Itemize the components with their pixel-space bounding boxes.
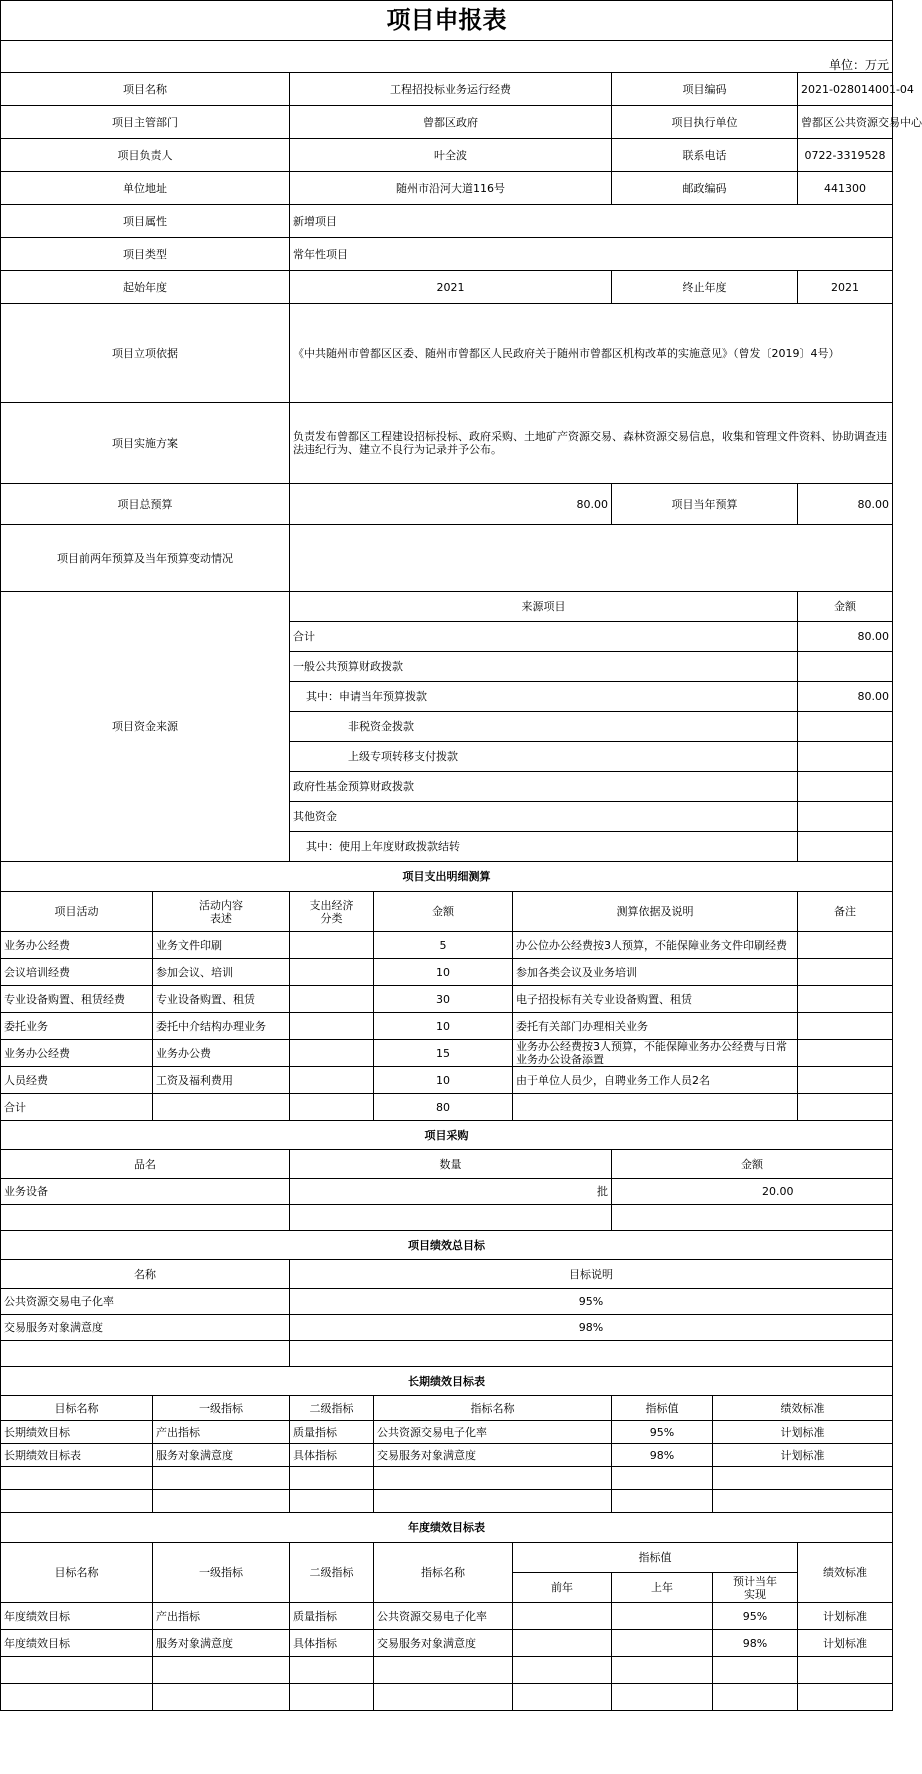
expense-amount: 80 (374, 1094, 513, 1121)
expense-amount: 15 (374, 1040, 513, 1067)
annual-subheader: 上年 (612, 1573, 713, 1603)
annual-std: 计划标准 (798, 1603, 893, 1630)
start-year-label: 起始年度 (1, 271, 290, 304)
expense-note (798, 932, 893, 959)
funding-row-name: 其中：申请当年预算拨款 (290, 682, 798, 712)
project-code-label: 项目编码 (612, 73, 798, 106)
expense-class (290, 1067, 374, 1094)
annual-name: 公共资源交易电子化率 (374, 1603, 513, 1630)
perf-total-desc (290, 1341, 893, 1367)
long-term-l2 (290, 1467, 374, 1490)
long-term-name (374, 1467, 612, 1490)
expense-section-title: 项目支出明细测算 (1, 862, 893, 892)
annual-name: 交易服务对象满意度 (374, 1630, 513, 1657)
expense-amount: 10 (374, 1013, 513, 1040)
basis-label: 项目立项依据 (1, 304, 290, 403)
annual-l1: 服务对象满意度 (153, 1630, 290, 1657)
table-row (1, 932, 893, 959)
expense-class (290, 932, 374, 959)
expense-note (798, 986, 893, 1013)
long-term-std: 计划标准 (713, 1444, 893, 1467)
expense-header: 支出经济 分类 (290, 892, 374, 932)
long-term-header: 目标名称 (1, 1396, 153, 1421)
long-term-header: 指标名称 (374, 1396, 612, 1421)
annual-section-title: 年度绩效目标表 (1, 1513, 893, 1543)
table-row (1, 1421, 893, 1444)
annual-header: 指标名称 (374, 1543, 513, 1603)
expense-header: 金额 (374, 892, 513, 932)
annual-name (374, 1657, 513, 1684)
expense-class (290, 986, 374, 1013)
address-label: 单位地址 (1, 172, 290, 205)
expense-basis: 委托有关部门办理相关业务 (513, 1013, 798, 1040)
perf-total-desc: 98% (290, 1315, 893, 1341)
budget-change-value (290, 525, 893, 592)
expense-content: 工资及福利费用 (153, 1067, 290, 1094)
annual-name (374, 1684, 513, 1711)
expense-note (798, 1013, 893, 1040)
annual-prev1 (612, 1630, 713, 1657)
year-budget-label: 项目当年预算 (612, 484, 798, 525)
expense-note (798, 1067, 893, 1094)
annual-l2: 质量指标 (290, 1603, 374, 1630)
long-term-name: 交易服务对象满意度 (374, 1444, 612, 1467)
leader-value: 叶全波 (290, 139, 612, 172)
annual-std (798, 1657, 893, 1684)
unit-label: 单位：万元 (1, 41, 893, 73)
purchase-header: 金额 (612, 1150, 893, 1179)
annual-header: 目标名称 (1, 1543, 153, 1603)
purchase-qty: 批 (290, 1179, 612, 1205)
expense-amount: 30 (374, 986, 513, 1013)
table-row (1, 1603, 893, 1630)
annual-prev1 (612, 1684, 713, 1711)
expense-activity: 专业设备购置、租赁经费 (1, 986, 153, 1013)
long-term-name (374, 1490, 612, 1513)
funding-row-amount (798, 652, 893, 682)
long-term-goal: 长期绩效目标表 (1, 1444, 153, 1467)
expense-amount: 5 (374, 932, 513, 959)
total-budget-label: 项目总预算 (1, 484, 290, 525)
expense-basis: 参加各类会议及业务培训 (513, 959, 798, 986)
zip-label: 邮政编码 (612, 172, 798, 205)
total-budget-value: 80.00 (290, 484, 612, 525)
annual-prev2 (513, 1603, 612, 1630)
expense-basis (513, 1094, 798, 1121)
exec-unit-value: 曾都区公共资源交易中心 (798, 106, 893, 139)
table-row (1, 986, 893, 1013)
funding-row-name: 政府性基金预算财政拨款 (290, 772, 798, 802)
annual-l1 (153, 1684, 290, 1711)
page-title: 项目申报表 (1, 1, 893, 41)
expense-note (798, 1094, 893, 1121)
table-row (1, 1179, 893, 1205)
annual-prev1 (612, 1657, 713, 1684)
annual-goal (1, 1657, 153, 1684)
funding-source-header: 来源项目 (290, 592, 798, 622)
expense-basis: 业务办公经费按3人预算，不能保障业务办公经费与日常业务办公设备添置 (513, 1040, 798, 1067)
annual-l2 (290, 1684, 374, 1711)
purchase-rows (1, 1179, 893, 1231)
expense-content: 委托中介结构办理业务 (153, 1013, 290, 1040)
perf-total-section-title: 项目绩效总目标 (1, 1231, 893, 1260)
purchase-header: 品名 (1, 1150, 290, 1179)
expense-header: 测算依据及说明 (513, 892, 798, 932)
annual-l2 (290, 1657, 374, 1684)
long-term-header: 指标值 (612, 1396, 713, 1421)
annual-std: 计划标准 (798, 1630, 893, 1657)
annual-subheader: 预计当年 实现 (713, 1573, 798, 1603)
funding-label: 项目资金来源 (1, 592, 290, 862)
funding-row-amount (798, 832, 893, 862)
funding-row-name: 其他资金 (290, 802, 798, 832)
perf-total-desc: 95% (290, 1289, 893, 1315)
annual-goal (1, 1684, 153, 1711)
long-term-l1: 服务对象满意度 (153, 1444, 290, 1467)
expense-header: 项目活动 (1, 892, 153, 932)
funding-row-amount: 80.00 (798, 682, 893, 712)
long-term-value: 95% (612, 1421, 713, 1444)
expense-basis: 电子招投标有关专业设备购置、租赁 (513, 986, 798, 1013)
expense-content: 参加会议、培训 (153, 959, 290, 986)
dept-value: 曾都区政府 (290, 106, 612, 139)
long-term-header: 二级指标 (290, 1396, 374, 1421)
annual-l2: 具体指标 (290, 1630, 374, 1657)
table-row (1, 959, 893, 986)
long-term-l1 (153, 1490, 290, 1513)
basis-value: 《中共随州市曾都区区委、随州市曾都区人民政府关于随州市曾都区机构改革的实施意见》（曾发〔2019〕4号） (290, 304, 893, 403)
project-name-label: 项目名称 (1, 73, 290, 106)
funding-row-name: 一般公共预算财政拨款 (290, 652, 798, 682)
long-term-l2: 具体指标 (290, 1444, 374, 1467)
expense-class (290, 1094, 374, 1121)
plan-label: 项目实施方案 (1, 403, 290, 484)
perf-total-name: 交易服务对象满意度 (1, 1315, 290, 1341)
expense-class (290, 959, 374, 986)
expense-activity: 人员经费 (1, 1067, 153, 1094)
table-row (1, 1467, 893, 1490)
budget-change-label: 项目前两年预算及当年预算变动情况 (1, 525, 290, 592)
annual-rows (1, 1603, 893, 1711)
purchase-qty (290, 1205, 612, 1231)
leader-label: 项目负责人 (1, 139, 290, 172)
purchase-header: 数量 (290, 1150, 612, 1179)
expense-header: 备注 (798, 892, 893, 932)
attr-value: 新增项目 (290, 205, 893, 238)
annual-header: 一级指标 (153, 1543, 290, 1603)
expense-class (290, 1040, 374, 1067)
table-row (1, 1094, 893, 1121)
long-term-header: 绩效标准 (713, 1396, 893, 1421)
end-year-value: 2021 (798, 271, 893, 304)
annual-goal: 年度绩效目标 (1, 1603, 153, 1630)
expense-activity: 业务办公经费 (1, 1040, 153, 1067)
funding-row-amount (798, 712, 893, 742)
table-row (1, 1444, 893, 1467)
long-term-section-title: 长期绩效目标表 (1, 1367, 893, 1396)
annual-l1 (153, 1657, 290, 1684)
table-row (1, 1684, 893, 1711)
annual-prev2 (513, 1630, 612, 1657)
long-term-std (713, 1467, 893, 1490)
purchase-section-title: 项目采购 (1, 1121, 893, 1150)
funding-row-name: 上级专项转移支付拨款 (290, 742, 798, 772)
annual-expect: 98% (713, 1630, 798, 1657)
type-label: 项目类型 (1, 238, 290, 271)
annual-prev1 (612, 1603, 713, 1630)
start-year-value: 2021 (290, 271, 612, 304)
expense-activity: 委托业务 (1, 1013, 153, 1040)
expense-activity: 业务办公经费 (1, 932, 153, 959)
annual-l1: 产出指标 (153, 1603, 290, 1630)
long-term-header: 一级指标 (153, 1396, 290, 1421)
expense-content: 业务文件印刷 (153, 932, 290, 959)
annual-std (798, 1684, 893, 1711)
purchase-name (1, 1205, 290, 1231)
funding-row-name: 合计 (290, 622, 798, 652)
table-row (1, 1630, 893, 1657)
type-value: 常年性项目 (290, 238, 893, 271)
long-term-name: 公共资源交易电子化率 (374, 1421, 612, 1444)
purchase-amount (612, 1205, 893, 1231)
table-row (1, 1013, 893, 1040)
long-term-goal: 长期绩效目标 (1, 1421, 153, 1444)
long-term-l2 (290, 1490, 374, 1513)
expense-basis: 由于单位人员少，自聘业务工作人员2名 (513, 1067, 798, 1094)
plan-value: 负责发布曾都区工程建设招标投标、政府采购、土地矿产资源交易、森林资源交易信息，收集和管理文件资料、协助调查违法违纪行为、建立不良行为记录并予公布。 (290, 403, 893, 484)
perf-total-name (1, 1341, 290, 1367)
purchase-amount: 20.00 (612, 1179, 893, 1205)
table-row (1, 1205, 893, 1231)
funding-row-amount: 80.00 (798, 622, 893, 652)
project-code-value: 2021-028014001-04 (798, 73, 893, 106)
expense-rows (1, 932, 893, 1121)
long-term-value: 98% (612, 1444, 713, 1467)
table-row (1, 1490, 893, 1513)
long-term-l1: 产出指标 (153, 1421, 290, 1444)
expense-note (798, 1040, 893, 1067)
funding-row-name: 非税资金拨款 (290, 712, 798, 742)
perf-total-header: 名称 (1, 1260, 290, 1289)
annual-expect (713, 1657, 798, 1684)
long-term-rows (1, 1421, 893, 1513)
annual-expect (713, 1684, 798, 1711)
zip-value: 441300 (798, 172, 893, 205)
annual-header: 绩效标准 (798, 1543, 893, 1603)
funding-row-amount (798, 742, 893, 772)
long-term-value (612, 1490, 713, 1513)
purchase-name: 业务设备 (1, 1179, 290, 1205)
table-row (1, 1657, 893, 1684)
expense-basis: 办公位办公经费按3人预算，不能保障业务文件印刷经费 (513, 932, 798, 959)
phone-value: 0722-3319528 (798, 139, 893, 172)
project-name-value: 工程招投标业务运行经费 (290, 73, 612, 106)
table-row (1, 1341, 893, 1367)
annual-header: 指标值 (513, 1543, 798, 1573)
annual-subheader: 前年 (513, 1573, 612, 1603)
perf-total-name: 公共资源交易电子化率 (1, 1289, 290, 1315)
long-term-l2: 质量指标 (290, 1421, 374, 1444)
phone-label: 联系电话 (612, 139, 798, 172)
perf-total-rows (1, 1289, 893, 1367)
table-row (1, 1315, 893, 1341)
expense-content (153, 1094, 290, 1121)
long-term-goal (1, 1490, 153, 1513)
expense-content: 业务办公费 (153, 1040, 290, 1067)
end-year-label: 终止年度 (612, 271, 798, 304)
expense-note (798, 959, 893, 986)
expense-class (290, 1013, 374, 1040)
expense-activity: 合计 (1, 1094, 153, 1121)
long-term-std: 计划标准 (713, 1421, 893, 1444)
annual-expect: 95% (713, 1603, 798, 1630)
table-row (1, 1289, 893, 1315)
expense-activity: 会议培训经费 (1, 959, 153, 986)
table-row (1, 1040, 893, 1067)
long-term-value (612, 1467, 713, 1490)
expense-amount: 10 (374, 1067, 513, 1094)
funding-row-amount (798, 772, 893, 802)
address-value: 随州市沿河大道116号 (290, 172, 612, 205)
annual-header: 二级指标 (290, 1543, 374, 1603)
funding-row-name: 其中：使用上年度财政拨款结转 (290, 832, 798, 862)
funding-amount-header: 金额 (798, 592, 893, 622)
funding-row-amount (798, 802, 893, 832)
annual-prev2 (513, 1657, 612, 1684)
table-row (1, 1067, 893, 1094)
exec-unit-label: 项目执行单位 (612, 106, 798, 139)
dept-label: 项目主管部门 (1, 106, 290, 139)
long-term-l1 (153, 1467, 290, 1490)
attr-label: 项目属性 (1, 205, 290, 238)
long-term-std (713, 1490, 893, 1513)
expense-content: 专业设备购置、租赁 (153, 986, 290, 1013)
perf-total-header: 目标说明 (290, 1260, 893, 1289)
annual-prev2 (513, 1684, 612, 1711)
annual-goal: 年度绩效目标 (1, 1630, 153, 1657)
year-budget-value: 80.00 (798, 484, 893, 525)
long-term-goal (1, 1467, 153, 1490)
expense-header: 活动内容 表述 (153, 892, 290, 932)
expense-amount: 10 (374, 959, 513, 986)
